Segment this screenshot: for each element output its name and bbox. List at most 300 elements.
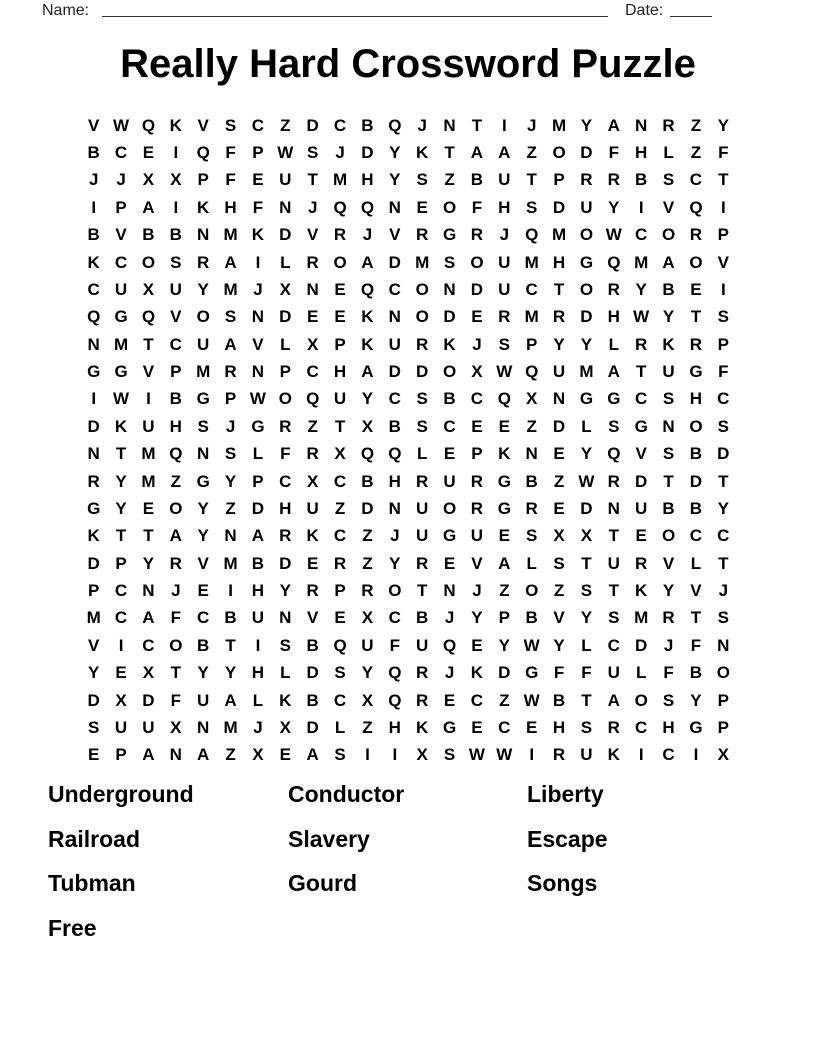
- grid-letter: I: [146, 389, 151, 409]
- grid-letter: O: [552, 143, 566, 163]
- grid-letter: A: [224, 334, 237, 354]
- grid-letter: P: [115, 197, 127, 217]
- grid-letter: E: [115, 663, 127, 683]
- grid-letter: R: [416, 690, 429, 710]
- grid-letter: P: [88, 581, 100, 601]
- grid-letter: H: [552, 252, 566, 272]
- grid-letter: H: [388, 471, 401, 491]
- grid-letter: J: [253, 717, 263, 737]
- grid-letter: R: [361, 581, 374, 601]
- grid-letter: T: [608, 526, 619, 546]
- grid-letter: J: [417, 115, 427, 135]
- grid-letter: T: [663, 471, 674, 491]
- grid-letter: U: [498, 252, 511, 272]
- grid-letter: U: [306, 498, 319, 518]
- grid-letter: L: [252, 444, 264, 464]
- grid-letter: F: [553, 663, 565, 683]
- grid-letter: U: [388, 334, 401, 354]
- grid-letter: Y: [115, 498, 127, 518]
- grid-letter: Y: [498, 635, 510, 655]
- grid-letter: Y: [197, 663, 209, 683]
- grid-letter: Q: [87, 307, 101, 327]
- grid-letter: E: [443, 690, 456, 710]
- grid-letter: H: [552, 717, 566, 737]
- grid-letter: T: [115, 444, 127, 464]
- grid-row: [80, 304, 737, 331]
- grid-letter: X: [526, 389, 538, 409]
- grid-letter: Z: [444, 170, 455, 190]
- grid-letter: E: [334, 279, 346, 299]
- grid-letter: C: [279, 471, 292, 491]
- grid-letter: T: [143, 334, 154, 354]
- grid-letter: U: [443, 471, 456, 491]
- grid-letter: H: [662, 717, 675, 737]
- grid-letter: N: [279, 197, 292, 217]
- grid-letter: S: [608, 416, 620, 436]
- grid-letter: I: [255, 252, 261, 272]
- grid-letter: M: [551, 115, 567, 135]
- grid-letter: S: [662, 690, 675, 710]
- grid-letter: R: [552, 307, 566, 327]
- grid-letter: S: [224, 115, 237, 135]
- grid-letter: N: [388, 498, 401, 518]
- grid-letter: R: [607, 717, 620, 737]
- grid-letter: H: [333, 362, 347, 382]
- grid-letter: E: [197, 581, 209, 601]
- grid-letter: V: [170, 307, 182, 327]
- grid-letter: V: [197, 553, 209, 573]
- grid-row: [80, 413, 737, 440]
- grid-letter: V: [115, 225, 127, 245]
- grid-letter: C: [114, 581, 128, 601]
- grid-letter: U: [498, 279, 511, 299]
- grid-letter: Y: [88, 663, 100, 683]
- grid-letter: C: [114, 608, 128, 628]
- grid-letter: A: [142, 745, 155, 765]
- grid-letter: W: [633, 307, 650, 327]
- grid-letter: G: [87, 362, 101, 382]
- grid-letter: I: [638, 745, 644, 765]
- grid-letter: B: [251, 553, 265, 573]
- grid-letter: F: [663, 663, 674, 683]
- grid-letter: L: [663, 143, 674, 163]
- grid-letter: I: [720, 279, 726, 299]
- grid-row: [80, 222, 737, 249]
- grid-letter: E: [553, 498, 565, 518]
- grid-letter: N: [388, 197, 401, 217]
- grid-letter: I: [255, 635, 261, 655]
- grid-letter: W: [605, 225, 622, 245]
- grid-letter: K: [114, 416, 128, 436]
- grid-letter: Y: [389, 143, 401, 163]
- grid-letter: E: [334, 608, 346, 628]
- grid-letter: X: [279, 279, 291, 299]
- grid-letter: D: [580, 307, 593, 327]
- grid-letter: Y: [361, 389, 374, 409]
- grid-letter: E: [307, 553, 319, 573]
- grid-letter: F: [280, 444, 291, 464]
- grid-letter: R: [306, 444, 319, 464]
- grid-letter: R: [416, 663, 429, 683]
- grid-letter: W: [113, 389, 130, 409]
- grid-letter: J: [171, 581, 181, 601]
- grid-row: [80, 632, 737, 659]
- grid-letter: Q: [196, 143, 210, 163]
- grid-letter: E: [142, 498, 155, 518]
- grid-row: [80, 742, 737, 769]
- grid-letter: O: [169, 498, 183, 518]
- grid-letter: K: [251, 225, 265, 245]
- grid-letter: I: [720, 197, 726, 217]
- grid-letter: U: [470, 526, 484, 546]
- grid-letter: W: [496, 745, 513, 765]
- grid-letter: V: [197, 115, 209, 135]
- word-list-item: Underground: [48, 781, 194, 807]
- grid-letter: C: [635, 717, 648, 737]
- grid-letter: K: [279, 690, 292, 710]
- grid-letter: Q: [169, 444, 183, 464]
- grid-letter: O: [634, 690, 648, 710]
- grid-letter: F: [170, 608, 181, 628]
- grid-letter: A: [607, 362, 620, 382]
- grid-letter: J: [362, 225, 373, 245]
- grid-letter: S: [717, 416, 729, 436]
- grid-letter: E: [88, 745, 100, 765]
- grid-letter: U: [142, 416, 155, 436]
- grid-letter: C: [662, 745, 675, 765]
- grid-letter: X: [142, 663, 155, 683]
- grid-letter: D: [361, 143, 374, 163]
- grid-letter: S: [416, 170, 428, 190]
- grid-letter: Y: [142, 553, 155, 573]
- grid-letter: C: [635, 389, 648, 409]
- grid-letter: G: [579, 389, 594, 409]
- grid-letter: Y: [608, 197, 620, 217]
- grid-letter: S: [662, 170, 675, 190]
- grid-letter: J: [335, 143, 345, 163]
- grid-letter: E: [279, 745, 291, 765]
- grid-letter: U: [607, 553, 620, 573]
- grid-letter: N: [607, 498, 620, 518]
- grid-letter: R: [607, 471, 620, 491]
- grid-letter: J: [472, 334, 482, 354]
- grid-letter: A: [361, 362, 374, 382]
- grid-letter: L: [581, 635, 592, 655]
- grid-letter: D: [498, 663, 511, 683]
- grid-letter: B: [689, 498, 703, 518]
- grid-letter: G: [87, 498, 101, 518]
- grid-letter: P: [224, 389, 237, 409]
- grid-letter: H: [361, 170, 374, 190]
- grid-letter: C: [689, 526, 703, 546]
- grid-letter: E: [252, 170, 264, 190]
- grid-letter: A: [361, 252, 374, 272]
- grid-letter: V: [662, 553, 675, 573]
- grid-letter: U: [416, 635, 429, 655]
- grid-letter: R: [635, 334, 648, 354]
- grid-letter: K: [87, 526, 100, 546]
- grid-row: [80, 495, 737, 522]
- grid-letter: R: [689, 334, 703, 354]
- grid-letter: D: [388, 252, 401, 272]
- grid-letter: S: [224, 444, 237, 464]
- grid-letter: O: [716, 663, 730, 683]
- grid-letter: U: [197, 690, 210, 710]
- grid-letter: D: [279, 225, 292, 245]
- grid-letter: S: [662, 389, 675, 409]
- grid-letter: V: [307, 608, 319, 628]
- grid-letter: J: [499, 225, 510, 245]
- grid-letter: B: [635, 170, 648, 190]
- grid-letter: T: [635, 362, 647, 382]
- grid-letter: B: [525, 608, 538, 628]
- grid-letter: P: [717, 225, 729, 245]
- grid-letter: R: [306, 252, 319, 272]
- grid-letter: N: [635, 115, 648, 135]
- grid-letter: Q: [388, 663, 402, 683]
- grid-letter: E: [635, 526, 647, 546]
- grid-letter: V: [252, 334, 264, 354]
- grid-letter: Y: [279, 581, 291, 601]
- grid-letter: E: [498, 526, 510, 546]
- grid-letter: O: [278, 389, 292, 409]
- grid-letter: B: [416, 608, 429, 628]
- grid-letter: Q: [497, 389, 511, 409]
- grid-letter: G: [442, 526, 457, 546]
- grid-letter: I: [91, 389, 97, 409]
- word-list-column: [527, 779, 768, 957]
- grid-letter: T: [581, 690, 592, 710]
- grid-letter: M: [524, 307, 539, 327]
- grid-letter: T: [690, 307, 702, 327]
- grid-letter: Y: [717, 115, 729, 135]
- grid-letter: H: [251, 581, 265, 601]
- grid-letter: D: [470, 279, 484, 299]
- grid-letter: T: [225, 635, 236, 655]
- grid-row: [80, 577, 737, 604]
- grid-letter: Z: [170, 471, 181, 491]
- grid-letter: N: [87, 444, 100, 464]
- grid-letter: C: [388, 279, 401, 299]
- grid-letter: V: [389, 225, 401, 245]
- grid-letter: Y: [662, 581, 675, 601]
- grid-letter: F: [471, 197, 483, 217]
- grid-letter: H: [169, 416, 182, 436]
- grid-letter: E: [690, 279, 702, 299]
- grid-letter: K: [443, 334, 456, 354]
- grid-letter: Q: [388, 444, 402, 464]
- grid-letter: R: [416, 553, 429, 573]
- grid-row: [80, 605, 737, 632]
- grid-letter: N: [443, 279, 456, 299]
- word-list-item: Liberty: [527, 781, 604, 807]
- grid-letter: V: [88, 115, 100, 135]
- grid-letter: Y: [115, 471, 127, 491]
- grid-letter: C: [87, 279, 100, 299]
- grid-letter: Y: [580, 608, 593, 628]
- grid-letter: C: [470, 389, 484, 409]
- grid-letter: U: [498, 170, 511, 190]
- grid-letter: D: [361, 498, 374, 518]
- grid-letter: Y: [197, 526, 209, 546]
- grid-letter: I: [91, 197, 97, 217]
- grid-letter: W: [578, 471, 595, 491]
- grid-letter: X: [279, 717, 291, 737]
- grid-letter: C: [525, 279, 538, 299]
- grid-letter: S: [526, 197, 538, 217]
- grid-letter: K: [635, 581, 648, 601]
- grid-letter: C: [717, 526, 730, 546]
- grid-letter: N: [251, 307, 265, 327]
- word-search-grid: [80, 112, 737, 769]
- grid-letter: T: [526, 170, 537, 190]
- grid-letter: N: [306, 279, 319, 299]
- grid-letter: A: [306, 745, 319, 765]
- grid-letter: P: [471, 444, 483, 464]
- grid-letter: T: [143, 526, 154, 546]
- grid-letter: B: [689, 663, 703, 683]
- grid-row: [80, 550, 737, 577]
- grid-row: [80, 167, 737, 194]
- grid-letter: B: [87, 225, 100, 245]
- grid-letter: F: [718, 362, 729, 382]
- grid-letter: M: [141, 444, 156, 464]
- grid-letter: T: [444, 143, 455, 163]
- grid-letter: R: [279, 526, 292, 546]
- grid-letter: X: [142, 279, 155, 299]
- grid-letter: P: [170, 362, 182, 382]
- grid-letter: S: [553, 553, 565, 573]
- grid-letter: R: [416, 334, 429, 354]
- grid-letter: Y: [197, 279, 209, 299]
- grid-letter: C: [388, 389, 401, 409]
- grid-letter: O: [415, 279, 429, 299]
- grid-letter: W: [523, 635, 540, 655]
- grid-letter: A: [224, 252, 237, 272]
- grid-letter: X: [361, 690, 374, 710]
- grid-letter: S: [307, 143, 319, 163]
- grid-letter: L: [581, 416, 592, 436]
- grid-letter: T: [170, 663, 181, 683]
- grid-letter: P: [197, 170, 209, 190]
- word-list-item: Songs: [527, 870, 598, 896]
- grid-letter: E: [471, 717, 483, 737]
- grid-row: [80, 523, 737, 550]
- grid-letter: R: [333, 225, 347, 245]
- grid-letter: U: [635, 498, 648, 518]
- grid-letter: Q: [360, 197, 375, 217]
- grid-letter: U: [333, 389, 347, 409]
- grid-letter: E: [471, 307, 483, 327]
- grid-letter: G: [525, 663, 539, 683]
- grid-letter: S: [662, 444, 675, 464]
- grid-letter: R: [498, 307, 511, 327]
- grid-letter: R: [416, 225, 429, 245]
- grid-letter: K: [361, 307, 374, 327]
- grid-letter: X: [416, 745, 428, 765]
- grid-letter: P: [717, 717, 729, 737]
- grid-letter: R: [635, 553, 648, 573]
- grid-letter: J: [718, 581, 729, 601]
- grid-letter: N: [224, 526, 237, 546]
- grid-letter: R: [197, 252, 210, 272]
- grid-letter: C: [114, 252, 128, 272]
- grid-letter: K: [169, 115, 182, 135]
- grid-letter: N: [443, 581, 456, 601]
- grid-letter: Z: [307, 416, 318, 436]
- word-list-item: Escape: [527, 825, 608, 852]
- grid-letter: X: [717, 745, 729, 765]
- grid-letter: V: [88, 635, 100, 655]
- grid-letter: Q: [360, 444, 375, 464]
- grid-letter: F: [225, 170, 236, 190]
- grid-letter: B: [306, 635, 319, 655]
- grid-letter: M: [113, 334, 129, 354]
- grid-letter: X: [471, 362, 483, 382]
- grid-letter: Z: [499, 690, 510, 710]
- grid-letter: A: [142, 197, 155, 217]
- grid-letter: P: [334, 334, 346, 354]
- grid-row: [80, 687, 737, 714]
- grid-letter: M: [332, 170, 348, 190]
- grid-letter: J: [307, 197, 318, 217]
- grid-letter: I: [638, 197, 644, 217]
- page-title: Really Hard Crossword Puzzle: [120, 42, 696, 86]
- grid-letter: Q: [388, 115, 402, 135]
- grid-letter: Y: [580, 115, 593, 135]
- grid-letter: O: [579, 225, 594, 245]
- grid-letter: W: [468, 745, 485, 765]
- grid-letter: Z: [225, 745, 236, 765]
- grid-letter: K: [306, 526, 319, 546]
- grid-letter: G: [497, 471, 511, 491]
- grid-letter: B: [525, 471, 538, 491]
- grid-letter: D: [443, 307, 456, 327]
- grid-letter: Y: [389, 170, 401, 190]
- grid-letter: C: [443, 416, 456, 436]
- grid-letter: D: [689, 471, 703, 491]
- grid-letter: B: [142, 225, 155, 245]
- grid-letter: Q: [689, 197, 703, 217]
- grid-letter: Q: [607, 444, 621, 464]
- grid-letter: R: [306, 581, 319, 601]
- grid-letter: Q: [360, 279, 375, 299]
- grid-letter: K: [197, 197, 210, 217]
- grid-letter: R: [470, 225, 484, 245]
- grid-letter: R: [470, 471, 484, 491]
- name-blank-line: [102, 0, 608, 17]
- grid-letter: B: [87, 143, 100, 163]
- grid-letter: A: [498, 143, 511, 163]
- grid-letter: O: [689, 416, 703, 436]
- grid-letter: D: [580, 498, 593, 518]
- grid-letter: D: [87, 690, 100, 710]
- grid-letter: U: [607, 663, 620, 683]
- grid-letter: R: [580, 170, 593, 190]
- grid-letter: R: [662, 608, 675, 628]
- grid-letter: L: [252, 690, 264, 710]
- grid-letter: T: [471, 115, 483, 135]
- grid-letter: Y: [224, 663, 237, 683]
- grid-row: [80, 194, 737, 221]
- grid-letter: W: [496, 362, 513, 382]
- grid-letter: M: [223, 717, 238, 737]
- grid-letter: V: [662, 197, 675, 217]
- grid-letter: L: [280, 334, 291, 354]
- grid-letter: X: [580, 526, 593, 546]
- grid-letter: T: [307, 170, 318, 190]
- grid-letter: L: [690, 553, 702, 573]
